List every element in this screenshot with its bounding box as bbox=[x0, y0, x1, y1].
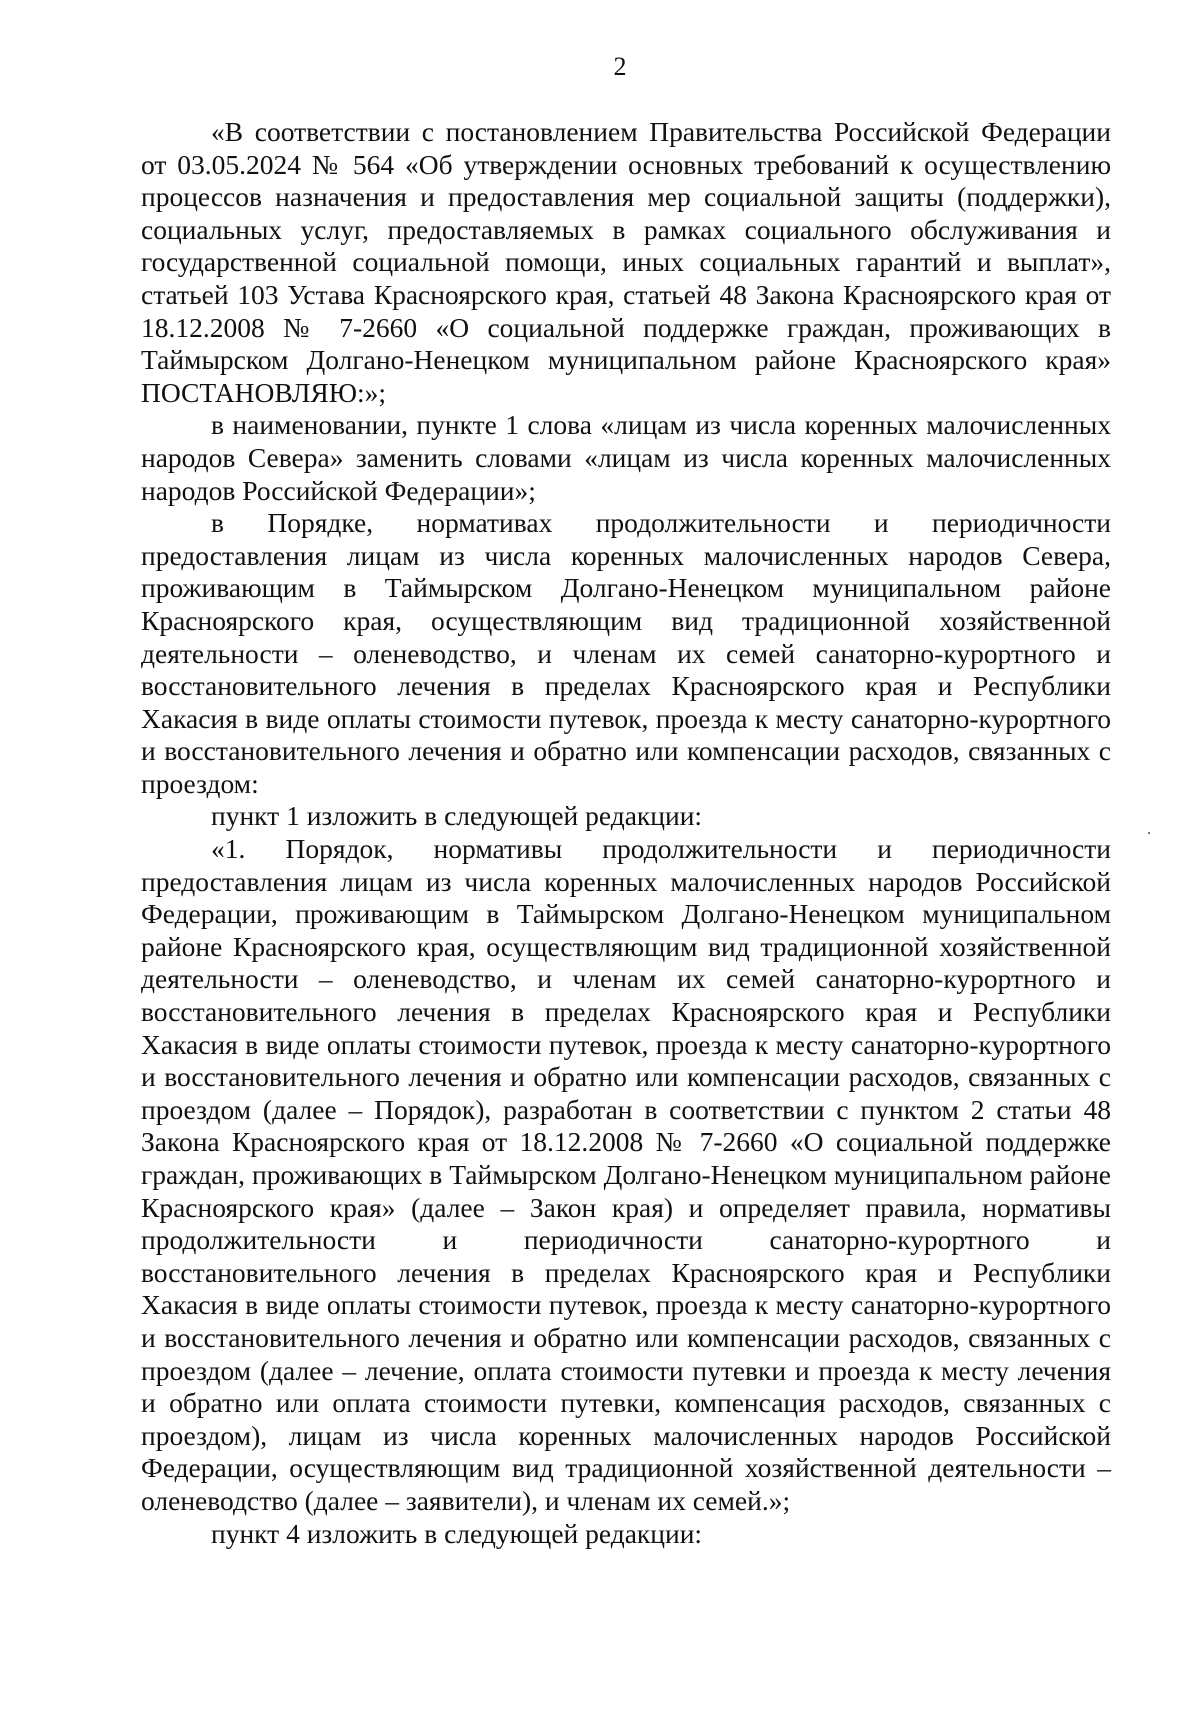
page-number: 2 bbox=[613, 52, 627, 81]
document-body bbox=[141, 116, 1111, 1550]
paragraph-title-amendment: в наименовании, пункте 1 слова «лицам из числа коренных малочисленных народов Севера» заменить словами «лицам из числа коренных малочисленных народов Российской Федерации»; bbox=[141, 409, 1111, 506]
paragraph-point-1-text: «1. Порядок, нормативы продолжительности и периодичности предоставления лицам из числа коренных малочисленных народов Российской Федерации, проживающим в Таймырском Долгано-Ненецком муниципальном районе Красноярского края, осуществляющим вид традиционной хозяйственной деятельности – оленеводство, и членам их семей санаторно-курортного и восстановительного лечения в пределах Красноярского края и Республики Хакасия в виде оплаты стоимости путевок, проезда к месту санаторно-курортного и восстановительного лечения и обратно или компенсации расходов, связанных с проездом (далее – Порядок), разработан в соответствии с пунктом 2 статьи 48 Закона Красноярского края от 18.12.2008 № 7-2660 «О социальной поддержке граждан, проживающих в Таймырском Долгано-Ненецком муниципальном районе Красноярского края» (далее – Закон края) и определяет правила, нормативы продолжительности и периодичности санаторно-курортного и восстановительного лечения в пределах Красноярского края и Республики Хакасия в виде оплаты стоимости путевок, проезда к месту санаторно-курортного и восстановительного лечения и обратно или компенсации расходов, связанных с проездом (далее – лечение, оплата стоимости путевки и проезда к месту лечения и обратно или оплата стоимости путевки, компенсация расходов, связанных с проездом), лицам из числа коренных малочисленных народов Российской Федерации, осуществляющим вид традиционной хозяйственной деятельности – оленеводство (далее – заявители), и членам их семей.»; bbox=[141, 833, 1111, 1516]
paragraph-point-4-intro: пункт 4 изложить в следующей редакции: bbox=[211, 1517, 703, 1549]
paragraph-point-1-intro: пункт 1 изложить в следующей редакции: bbox=[211, 800, 703, 832]
scan-speck bbox=[1148, 832, 1150, 834]
paragraph-preamble: «В соответствии с постановлением Правительства Российской Федерации от 03.05.2024 № 564 «Об утверждении основных требований к осуществлению процессов назначения и предоставления мер социальной защиты (поддержки), социальных услуг, предоставляемых в рамках социального обслуживания и государственной социальной помощи, иных социальных гарантий и выплат», статьей 103 Устава Красноярского края, статьей 48 Закона Красноярского края от 18.12.2008 № 7-2660 «О социальной поддержке граждан, проживающих в Таймырском Долгано-Ненецком муниципальном районе Красноярского края» ПОСТАНОВЛЯЮ:»; bbox=[141, 116, 1111, 408]
paragraph-procedure-amendment: в Порядке, нормативах продолжительности и периодичности предоставления лицам из числа коренных малочисленных народов Севера, проживающим в Таймырском Долгано-Ненецком муниципальном районе Красноярского края, осуществляющим вид традиционной хозяйственной деятельности – оленеводство, и членам их семей санаторно-курортного и восстановительного лечения в пределах Красноярского края и Республики Хакасия в виде оплаты стоимости путевок, проезда к месту санаторно-курортного и восстановительного лечения и обратно или компенсации расходов, связанных с проездом: bbox=[141, 507, 1111, 799]
